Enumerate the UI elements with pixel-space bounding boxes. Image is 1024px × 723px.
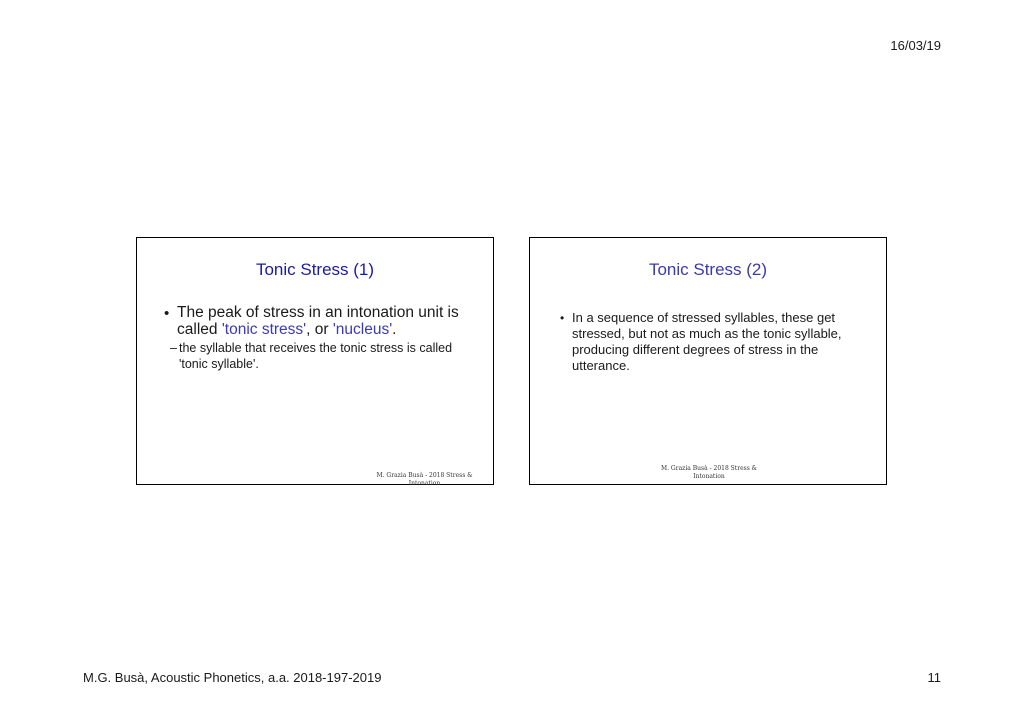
page-date: 16/03/19 [890, 38, 941, 53]
bullet-marker: • [560, 311, 565, 325]
bullet-item [164, 304, 479, 338]
bullet-text-part: The peak of stress in an intonation unit is called [177, 304, 459, 338]
bullet-marker: • [164, 305, 170, 322]
page-number: 11 [927, 670, 941, 685]
slide-footer: M. Grazia Busà - 2018 Stress & Intonation [376, 472, 473, 487]
bullet-text: In a sequence of stressed syllables, these get stressed, but not as much as the tonic syllable, producing different degrees of stress in the utterance. [572, 310, 842, 373]
bullet-item [560, 310, 874, 374]
slide-body [560, 310, 874, 374]
term-tonic-stress: 'tonic stress' [221, 321, 307, 338]
sub-bullet-item [164, 340, 479, 372]
slide-thumbnail-2 [529, 237, 887, 485]
bullet-text-part: , or [306, 321, 333, 338]
sub-bullet-text: the syllable that receives the tonic stress is called 'tonic syllable'. [179, 341, 453, 371]
bullet-text [177, 304, 479, 338]
page-footer: M.G. Busà, Acoustic Phonetics, a.a. 2018-197-2019 [83, 670, 382, 685]
slide-body [164, 304, 479, 372]
slide-title: Tonic Stress (1) [255, 260, 375, 279]
slide-title: Tonic Stress (2) [648, 260, 768, 279]
term-nucleus: 'nucleus' [332, 321, 393, 338]
slide-thumbnail-1 [136, 237, 494, 485]
bullet-text-part: . [392, 321, 397, 338]
slide-footer: M. Grazia Busà - 2018 Stress & Intonation [660, 465, 758, 480]
sub-bullet-marker: – [170, 341, 177, 355]
